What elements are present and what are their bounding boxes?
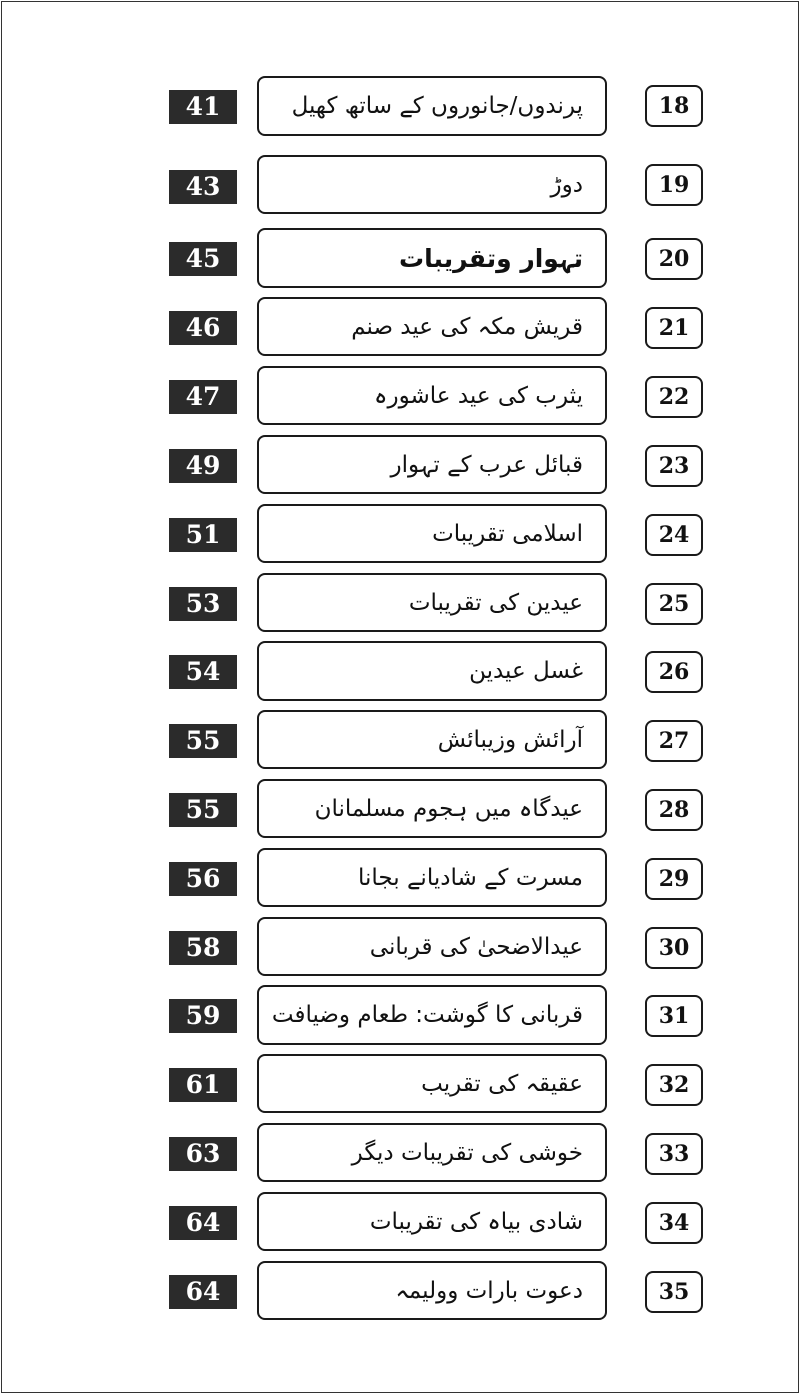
toc-row[interactable] [0,917,800,977]
entry-index: 27 [645,720,703,762]
entry-index: 21 [645,307,703,349]
toc-row[interactable] [0,297,800,357]
entry-title: عیدگاہ میں ہجوم مسلمانان [257,779,607,838]
page-number: 55 [169,724,237,758]
toc-row[interactable] [0,435,800,495]
entry-title: یثرب کی عید عاشورہ [257,366,607,425]
toc-row[interactable] [0,1123,800,1183]
entry-index: 32 [645,1064,703,1106]
toc-row[interactable] [0,76,800,136]
page-number: 45 [169,242,237,276]
entry-title: آرائش وزیبائش [257,710,607,769]
page-number: 51 [169,518,237,552]
section-heading: تہوار وتقریبات [257,228,607,288]
toc-row[interactable] [0,1261,800,1321]
page-number: 41 [169,90,237,124]
toc-row[interactable] [0,228,800,288]
toc-row[interactable] [0,710,800,770]
entry-index: 31 [645,995,703,1037]
entry-index: 26 [645,651,703,693]
page-number: 59 [169,999,237,1033]
entry-index: 29 [645,858,703,900]
entry-index: 33 [645,1133,703,1175]
entry-index: 18 [645,85,703,127]
entry-title: اسلامی تقریبات [257,504,607,563]
entry-title: دعوت بارات وولیمہ [257,1261,607,1320]
entry-title: عیدالاضحیٰ کی قربانی [257,917,607,976]
entry-title: عیدین کی تقریبات [257,573,607,632]
page-number: 47 [169,380,237,414]
entry-index: 34 [645,1202,703,1244]
entry-title: دوڑ [257,155,607,214]
toc-row[interactable] [0,1192,800,1252]
toc-row[interactable] [0,573,800,633]
page-number: 58 [169,931,237,965]
entry-title: عقیقہ کی تقریب [257,1054,607,1113]
page-number: 64 [169,1206,237,1240]
toc-row[interactable] [0,641,800,701]
entry-index: 25 [645,583,703,625]
entry-index: 30 [645,927,703,969]
entry-title: غسل عیدین [257,641,607,701]
entry-title: قریش مکہ کی عید صنم [257,297,607,356]
entry-index: 19 [645,164,703,206]
entry-title: پرندوں/جانوروں کے ساتھ کھیل [257,76,607,136]
page-number: 46 [169,311,237,345]
page-number: 63 [169,1137,237,1171]
toc-row[interactable] [0,848,800,908]
page-number: 56 [169,862,237,896]
entry-title: قبائل عرب کے تہوار [257,435,607,494]
toc-row[interactable] [0,366,800,426]
page-number: 61 [169,1068,237,1102]
entry-index: 24 [645,514,703,556]
entry-index: 20 [645,238,703,280]
entry-index: 22 [645,376,703,418]
entry-index: 28 [645,789,703,831]
toc-row[interactable] [0,155,800,215]
entry-index: 35 [645,1271,703,1313]
toc-row[interactable] [0,985,800,1045]
toc-row[interactable] [0,504,800,564]
toc-row[interactable] [0,1054,800,1114]
page-number: 49 [169,449,237,483]
entry-title: شادی بیاہ کی تقریبات [257,1192,607,1251]
entry-title: خوشی کی تقریبات دیگر [257,1123,607,1182]
toc-row[interactable] [0,779,800,839]
page-number: 53 [169,587,237,621]
page-number: 43 [169,170,237,204]
page-number: 55 [169,793,237,827]
page-number: 54 [169,655,237,689]
entry-index: 23 [645,445,703,487]
page-number: 64 [169,1275,237,1309]
entry-title: مسرت کے شادیانے بجانا [257,848,607,907]
entry-title: قربانی کا گوشت: طعام وضیافت [257,985,607,1045]
